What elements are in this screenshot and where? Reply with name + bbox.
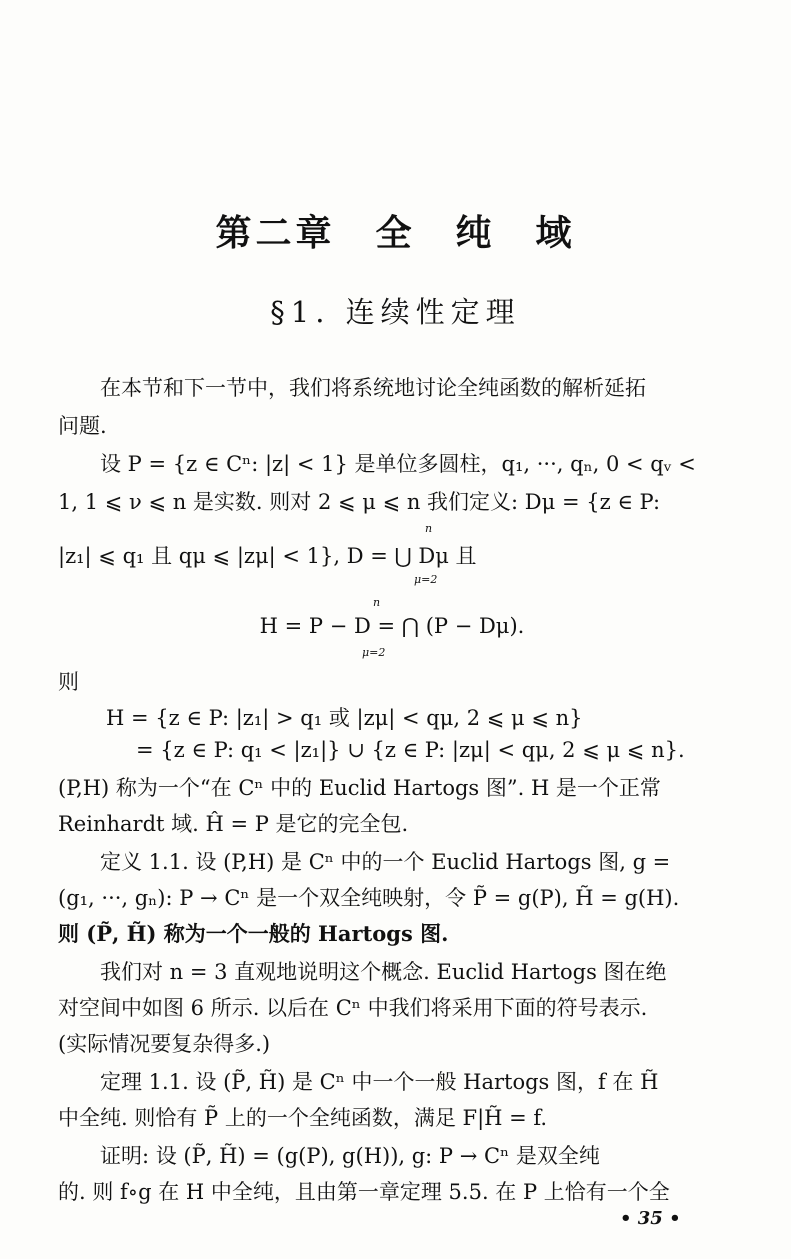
text-line: (g₁, ···, gₙ): P → Cⁿ 是一个双全纯映射，令 P̃ = g(P), H̃ = g(H). [58,886,680,910]
text-line: 则 (P̃, H̃) 称为一个一般的 Hartogs 图. [58,921,449,946]
chapter-title: 第二章 全 纯 域 [215,212,576,254]
text-line: (P,H) 称为一个“在 Cⁿ 中的 Euclid Hartogs 图”. H 是一个正常 [58,776,661,800]
union-lower-limit: μ=2 [414,573,438,586]
union-upper-limit: n [425,522,433,535]
text-line: 中全纯. 则恰有 P̃ 上的一个全纯函数，满足 F|H̃ = f. [58,1106,548,1130]
text-line: 在本节和下一节中，我们将系统地讨论全纯函数的解析延拓 [100,376,646,400]
section-title: §1. 连续性定理 [270,295,521,329]
text-line: Reinhardt 域. Ĥ = P 是它的完全包. [58,812,409,836]
equation-line: = {z ∈ P: q₁ < |z₁|} ∪ {z ∈ P: |zμ| < qμ, 2 ⩽ μ ⩽ n}. [136,738,685,762]
text-line: (实际情况要复杂得多.) [58,1032,271,1056]
intersection-upper-limit: n [373,596,381,609]
text-line: 对空间中如图 6 所示. 以后在 Cⁿ 中我们将采用下面的符号表示. [58,996,648,1020]
proof-line: 证明: 设 (P̃, H̃) = (g(P), g(H)), g: P → Cⁿ 是双全纯 [100,1144,600,1168]
intersection-lower-limit: μ=2 [362,646,386,659]
equation-line: H = {z ∈ P: |z₁| > q₁ 或 |zμ| < qμ, 2 ⩽ μ ⩽ n} [106,706,583,730]
text-line: 1, 1 ⩽ ν ⩽ n 是实数. 则对 2 ⩽ μ ⩽ n 我们定义: Dμ = {z ∈ P: [58,490,661,514]
text-line: 的. 则 f∘g 在 H 中全纯，且由第一章定理 5.5. 在 P 上恰有一个全 [58,1180,670,1204]
text-line: 则 [58,670,79,694]
text-line: 我们对 n = 3 直观地说明这个概念. Euclid Hartogs 图在绝 [100,960,667,984]
text-line: |z₁| ⩽ q₁ 且 qμ ⩽ |zμ| < 1}, D = ⋃ Dμ 且 [58,544,477,568]
page-number: • 35 • [620,1208,681,1229]
text-line: 问题. [58,414,107,438]
display-equation: H = P − D = ⋂ (P − Dμ). [259,614,525,638]
theorem-line: 定理 1.1. 设 (P̃, H̃) 是 Cⁿ 中一个一般 Hartogs 图，f 在 H̃ [100,1070,659,1094]
text-line: 设 P = {z ∈ Cⁿ: |z| < 1} 是单位多圆柱，q₁, ···, qₙ, 0 < qᵥ < [100,452,696,476]
definition-line: 定义 1.1. 设 (P,H) 是 Cⁿ 中的一个 Euclid Hartogs 图, g = [100,850,671,874]
